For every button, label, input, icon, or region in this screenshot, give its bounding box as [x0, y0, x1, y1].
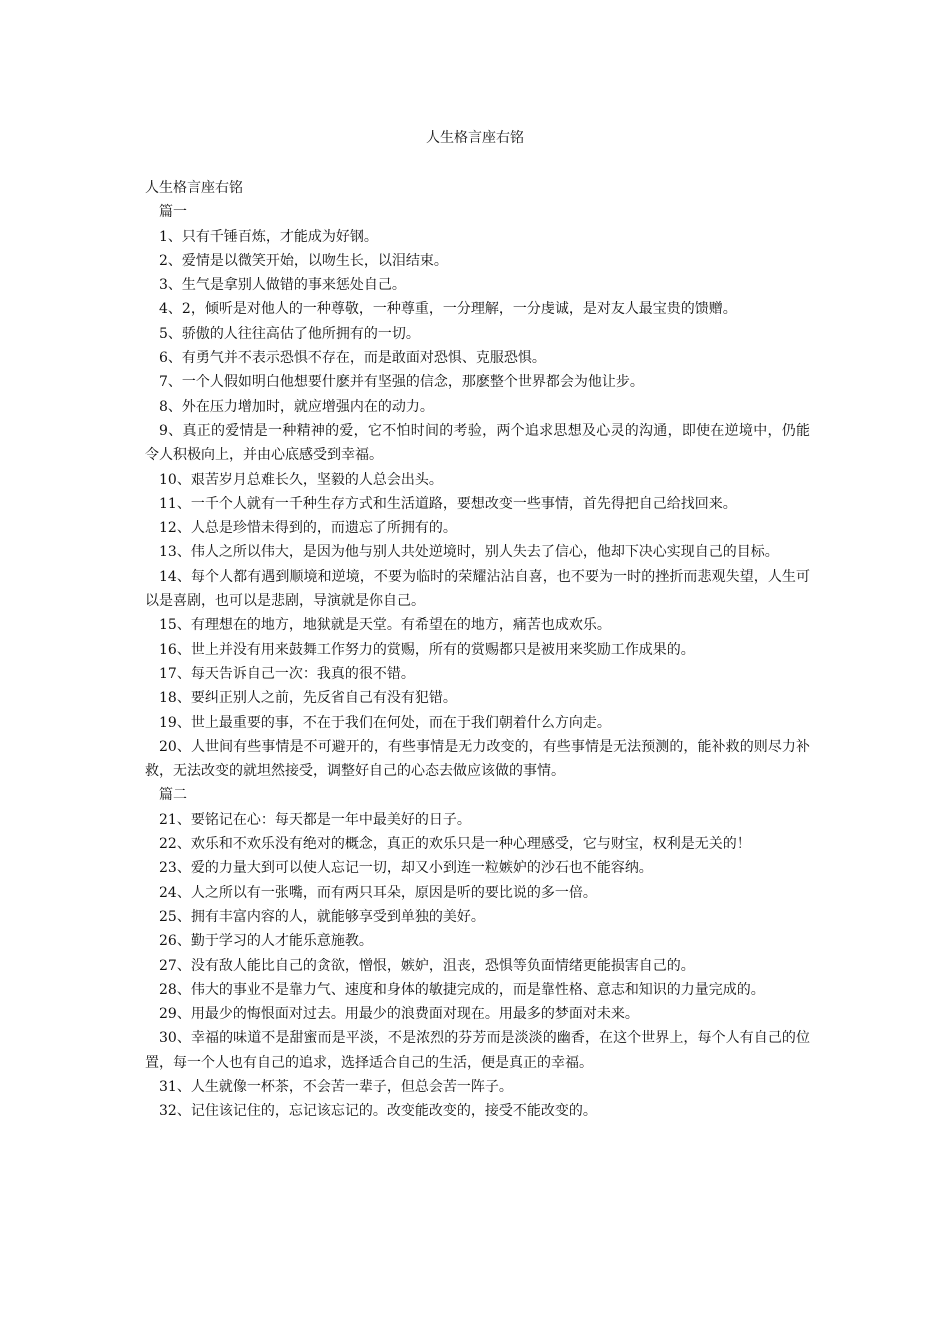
list-item: 1、只有千锤百炼，才能成为好钢。 — [159, 228, 378, 245]
list-item: 30、幸福的味道不是甜蜜而是平淡，不是浓烈的芬芳而是淡淡的幽香，在这个世界上，每个人有自己的位置，每一个人也有自己的追求，选择适合自己的生活，便是真正的幸福。 — [145, 1030, 810, 1071]
list-item: 20、人世间有些事情是不可避开的，有些事情是无力改变的，有些事情是无法预测的，能补救的则尽力补救，无法改变的就坦然接受，调整好自己的心态去做应该做的事情。 — [145, 738, 810, 780]
list-item: 16、世上并没有用来鼓舞工作努力的赏赐，所有的赏赐都只是被用来奖励工作成果的。 — [159, 641, 695, 658]
body-heading: 人生格言座右铭 — [145, 180, 243, 196]
list-item: 18、要纠正别人之前，先反省自己有没有犯错。 — [159, 690, 457, 707]
list-item: 19、世上最重要的事，不在于我们在何处，而在于我们朝着什么方向走。 — [159, 714, 611, 731]
list-item: 2、爱情是以微笑开始，以吻生长，以泪结束。 — [159, 252, 448, 269]
list-item: 27、没有敌人能比自己的贪欲，憎恨，嫉妒，沮丧，恐惧等负面情绪更能损害自己的。 — [159, 957, 695, 974]
list-item: 29、用最少的悔恨面对过去。用最少的浪费面对现在。用最多的梦面对未来。 — [159, 1006, 639, 1023]
list-item: 21、要铭记在心：每天都是一年中最美好的日子。 — [159, 811, 471, 828]
list-item: 4、2，倾听是对他人的一种尊敬，一种尊重，一分理解，一分虔诚，是对友人最宝贵的馈赠。 — [159, 301, 737, 318]
list-item: 3、生气是拿别人做错的事来惩处自己。 — [159, 277, 406, 294]
list-item: 28、伟大的事业不是靠力气、速度和身体的敏捷完成的，而是靠性格、意志和知识的力量完成的。 — [159, 981, 765, 998]
list-item: 32、记住该记住的，忘记该忘记的。改变能改变的，接受不能改变的。 — [159, 1103, 597, 1120]
section-label: 篇二 — [159, 787, 187, 804]
list-item: 9、真正的爱情是一种精神的爱，它不怕时间的考验，两个追求思想及心灵的沟通，即使在逆境中，仍能令人积极向上，并由心底感受到幸福。 — [145, 422, 810, 464]
list-item: 26、勤于学习的人才能乐意施教。 — [159, 933, 373, 950]
list-item: 5、骄傲的人往往高估了他所拥有的一切。 — [159, 325, 420, 342]
list-item: 22、欢乐和不欢乐没有绝对的概念，真正的欢乐只是一种心理感受，它与财宝，权利是无关的！ — [159, 836, 751, 853]
list-item: 12、人总是珍惜未得到的，而遗忘了所拥有的。 — [159, 520, 457, 537]
document-title: 人生格言座右铭 — [426, 130, 524, 146]
list-item: 10、艰苦岁月总难长久，坚毅的人总会出头。 — [159, 471, 443, 488]
list-item: 13、伟人之所以伟大，是因为他与别人共处逆境时，别人失去了信心，他却下决心实现自己的目标。 — [159, 544, 779, 561]
list-item: 6、有勇气并不表示恐惧不存在，而是敢面对恐惧、克服恐惧。 — [159, 350, 546, 367]
list-item: 7、一个人假如明白他想要什麽并有坚强的信念，那麽整个世界都会为他让步。 — [159, 374, 644, 391]
list-item: 14、每个人都有遇到顺境和逆境，不要为临时的荣耀沾沾自喜，也不要为一时的挫折而悲观失望，人生可以是喜剧，也可以是悲剧，导演就是你自己。 — [145, 568, 810, 610]
document-body — [145, 176, 810, 1124]
list-item: 31、人生就像一杯茶，不会苦一辈子，但总会苦一阵子。 — [159, 1078, 513, 1095]
section-label: 篇一 — [159, 204, 187, 221]
list-item: 8、外在压力增加时，就应增强内在的动力。 — [159, 398, 434, 415]
list-item: 11、一千个人就有一千种生存方式和生活道路，要想改变一些事情，首先得把自己给找回来。 — [159, 495, 737, 512]
list-item: 25、拥有丰富内容的人，就能够享受到单独的美好。 — [159, 908, 485, 925]
list-item: 24、人之所以有一张嘴，而有两只耳朵，原因是听的要比说的多一倍。 — [159, 884, 597, 901]
list-item: 23、爱的力量大到可以使人忘记一切，却又小到连一粒嫉妒的沙石也不能容纳。 — [159, 860, 653, 877]
list-item: 17、每天告诉自己一次：我真的很不错。 — [159, 665, 415, 682]
list-item: 15、有理想在的地方，地狱就是天堂。有希望在的地方，痛苦也成欢乐。 — [159, 617, 611, 634]
